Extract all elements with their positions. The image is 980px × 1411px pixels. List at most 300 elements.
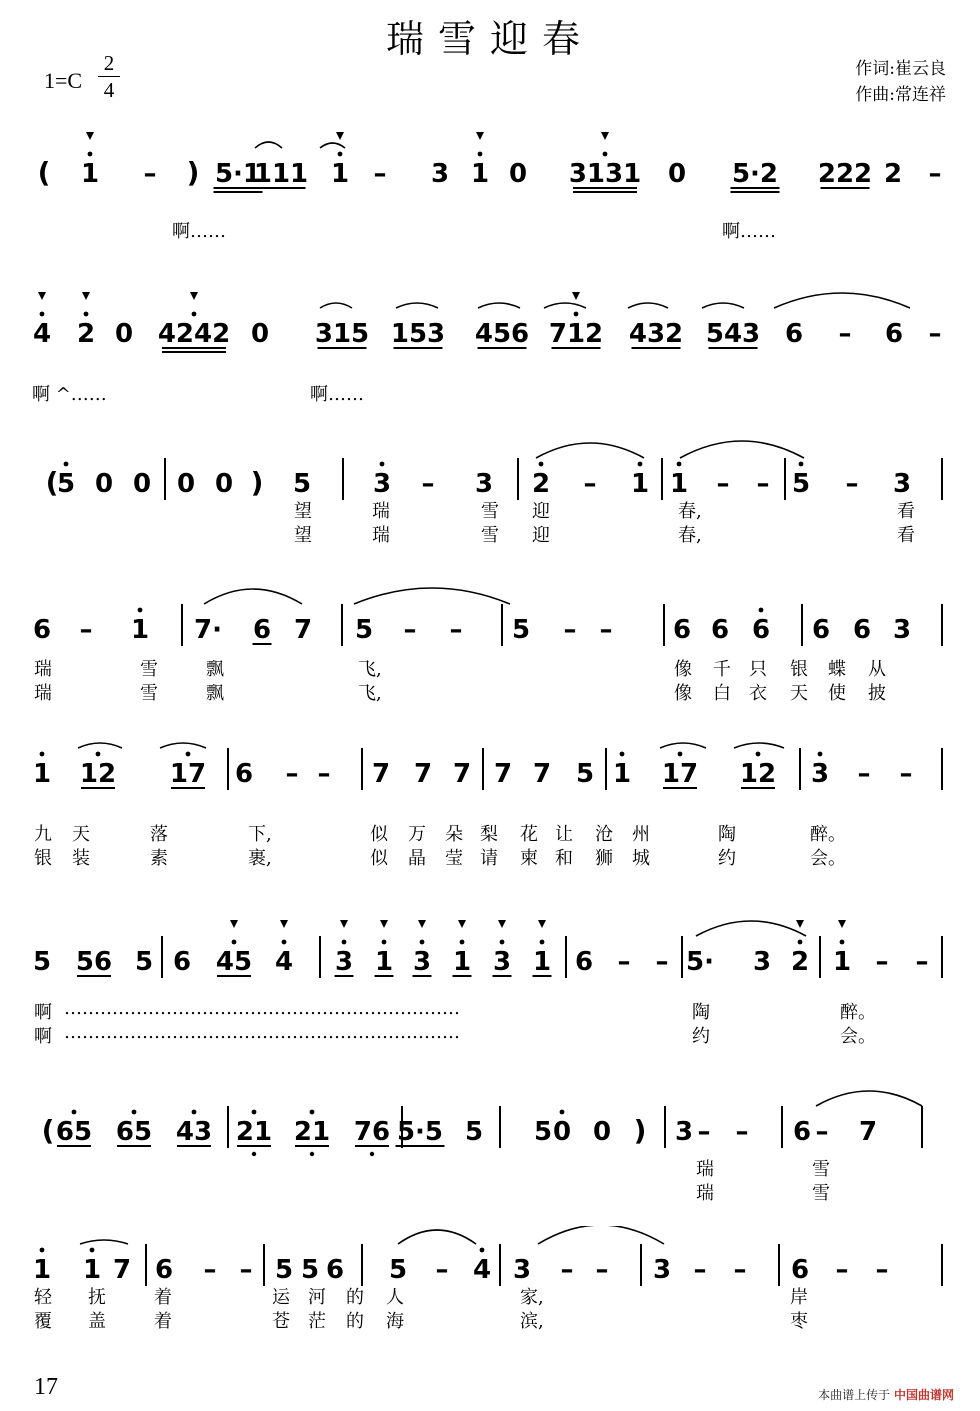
extension-dash: – xyxy=(373,159,387,189)
jianpu-note: 65 xyxy=(115,1117,153,1147)
lyric-syllable: 约 xyxy=(692,1026,710,1047)
lyric-syllable: 盖 xyxy=(88,1311,106,1332)
extension-dash: – xyxy=(857,759,871,789)
lyric-syllable: 使 xyxy=(828,683,846,704)
slur-arc xyxy=(536,443,644,458)
jianpu-note: 7 xyxy=(371,759,391,789)
lyric-syllable: 像 xyxy=(674,683,692,704)
jianpu-note: 5·1 xyxy=(214,159,262,189)
lyric-syllable: 的 xyxy=(346,1311,364,1332)
lyric-syllable: 花 xyxy=(520,824,538,845)
staccato-wedge xyxy=(190,292,198,300)
lyric-syllable: 让 xyxy=(555,824,573,845)
octave-dot-high xyxy=(132,1110,137,1115)
jianpu-note: 6 xyxy=(234,759,254,789)
slur-arc xyxy=(696,921,806,936)
slur-arc xyxy=(320,143,345,148)
jianpu-note: 6 xyxy=(884,319,904,349)
staccato-wedge xyxy=(601,132,609,140)
score-row xyxy=(0,1226,980,1332)
lyric-syllable: 海 xyxy=(386,1311,404,1332)
extension-dash: – xyxy=(697,1117,711,1147)
staccato-wedge xyxy=(82,292,90,300)
extension-dash: – xyxy=(79,615,93,645)
jianpu-note: 12 xyxy=(79,759,117,789)
lyric-line xyxy=(0,521,980,547)
jianpu-note: 5 xyxy=(32,947,52,977)
extension-dash: – xyxy=(563,615,577,645)
staccato-wedge xyxy=(838,920,846,928)
lyric-syllable: 千 xyxy=(713,659,731,680)
extension-dash: – xyxy=(815,1117,829,1147)
octave-dot-high xyxy=(603,152,608,157)
extension-dash: – xyxy=(317,759,331,789)
lyric-syllable: 迎 xyxy=(532,501,550,522)
lyric-syllable: 梨 xyxy=(480,824,498,845)
jianpu-note: 3 xyxy=(752,947,772,977)
lyric-syllable: 雪 xyxy=(812,1183,830,1204)
lyric-syllable: 九 xyxy=(34,824,52,845)
lyric-line xyxy=(0,655,980,681)
jianpu-note: 6 xyxy=(792,1117,812,1147)
extension-dash: – xyxy=(899,759,913,789)
lyric-syllable: 飘 xyxy=(206,659,224,680)
song-title: 瑞雪迎春 xyxy=(385,17,594,61)
jianpu-note: 5 xyxy=(354,615,374,645)
lyric-syllable: 啊 xyxy=(34,1002,52,1023)
jianpu-note: ) xyxy=(250,466,264,499)
slur-arc xyxy=(478,303,520,308)
extension-dash: – xyxy=(915,947,929,977)
lyric-syllable: 请 xyxy=(480,848,498,869)
jianpu-note: 0 xyxy=(176,469,196,499)
jianpu-note: ( xyxy=(41,1114,55,1147)
lyric-syllable: ………………………………………………………… xyxy=(64,1022,460,1043)
staccato-wedge xyxy=(538,920,546,928)
jianpu-note: 5· xyxy=(686,947,714,977)
jianpu-note: 1 xyxy=(452,947,472,977)
lyric-line xyxy=(0,1022,980,1048)
lyric-syllable: 覆 xyxy=(34,1311,52,1332)
octave-dot-high xyxy=(64,462,69,467)
lyric-syllable: 雪 xyxy=(481,501,499,522)
lyric-syllable: 河 xyxy=(308,1287,326,1308)
lyric-line xyxy=(0,1179,980,1205)
lyric-syllable: 装 xyxy=(72,848,90,869)
jianpu-note: 5 xyxy=(56,469,76,499)
jianpu-note: 5 xyxy=(274,1255,294,1285)
lyric-syllable: 蝶 xyxy=(828,659,846,680)
extension-dash: – xyxy=(928,319,942,349)
slur-arc xyxy=(204,589,302,604)
lyric-syllable: 春, xyxy=(678,501,702,522)
lyric-syllable: 白 xyxy=(713,683,731,704)
extension-dash: – xyxy=(599,615,613,645)
lyric-line xyxy=(0,820,980,846)
staccato-wedge xyxy=(280,920,288,928)
octave-dot-high xyxy=(232,940,237,945)
octave-dot-high xyxy=(756,752,761,757)
lyric-syllable: 陶 xyxy=(692,1002,710,1023)
octave-dot-high xyxy=(478,152,483,157)
lyric-syllable: 披 xyxy=(868,683,886,704)
jianpu-note: 2 xyxy=(790,947,810,977)
lyric-syllable: 啊…… xyxy=(310,384,364,405)
jianpu-note: 1 xyxy=(32,759,52,789)
lyric-syllable: 飘 xyxy=(206,683,224,704)
slur-arc xyxy=(538,1226,664,1244)
lyric-syllable: 雪 xyxy=(481,525,499,546)
octave-dot-high xyxy=(310,1110,315,1115)
extension-dash: – xyxy=(845,469,859,499)
staccato-wedge xyxy=(230,920,238,928)
jianpu-note: 7 xyxy=(493,759,513,789)
score-row xyxy=(0,440,980,546)
lyric-syllable: 望 xyxy=(294,501,312,522)
lyric-syllable: 看 xyxy=(897,525,915,546)
lyric-syllable: 狮 xyxy=(595,848,613,869)
lyric-syllable: 素 xyxy=(150,848,168,869)
octave-dot-high xyxy=(90,1248,95,1253)
staccato-wedge xyxy=(336,132,344,140)
staccato-wedge xyxy=(796,920,804,928)
octave-dot-high xyxy=(96,752,101,757)
slur-arc xyxy=(320,303,352,308)
jianpu-note: 6 xyxy=(790,1255,810,1285)
octave-dot-high xyxy=(620,752,625,757)
jianpu-note: 543 xyxy=(705,319,761,349)
jianpu-note: 111 xyxy=(253,159,309,189)
jianpu-note: 76 xyxy=(353,1117,391,1147)
jianpu-note: 2 xyxy=(531,469,551,499)
extension-dash: – xyxy=(875,1255,889,1285)
octave-dot-high xyxy=(818,752,823,757)
lyric-syllable: 飞, xyxy=(358,683,382,704)
lyric-syllable: 晶 xyxy=(408,848,426,869)
octave-dot-high xyxy=(88,152,93,157)
jianpu-note: 0 xyxy=(132,469,152,499)
lyric-syllable: 轻 xyxy=(34,1287,52,1308)
jianpu-note: 5 xyxy=(791,469,811,499)
octave-dot-high xyxy=(638,462,643,467)
octave-dot-high xyxy=(84,312,89,317)
jianpu-note: 17 xyxy=(661,759,699,789)
jianpu-note: 6 xyxy=(32,615,52,645)
extension-dash: – xyxy=(838,319,852,349)
jianpu-note: 1 xyxy=(32,1255,52,1285)
staccato-wedge xyxy=(86,132,94,140)
jianpu-note: ) xyxy=(633,1114,647,1147)
lyric-syllable: 衣 xyxy=(749,683,767,704)
lyric-syllable: ………………………………………………………… xyxy=(64,998,460,1019)
staccato-wedge xyxy=(38,292,46,300)
lyric-syllable: 陶 xyxy=(718,824,736,845)
lyric-syllable: 会。 xyxy=(840,1026,876,1047)
octave-dot-high xyxy=(282,940,287,945)
jianpu-note: 0 xyxy=(114,319,134,349)
lyric-syllable: 朵 xyxy=(445,824,463,845)
jianpu-note: 7 xyxy=(532,759,552,789)
lyric-syllable: 柬 xyxy=(520,848,538,869)
lyric-syllable: 会。 xyxy=(810,848,846,869)
lyric-syllable: 啊 xyxy=(34,1026,52,1047)
jianpu-note: 1 xyxy=(82,1255,102,1285)
octave-dot-high xyxy=(338,152,343,157)
jianpu-note: 3 xyxy=(412,947,432,977)
jianpu-note: 7 xyxy=(413,759,433,789)
lyric-syllable: 家, xyxy=(520,1287,544,1308)
jianpu-note: 3131 xyxy=(568,159,642,189)
staccato-wedge xyxy=(418,920,426,928)
octave-dot-high xyxy=(799,462,804,467)
jianpu-note: 65 xyxy=(55,1117,93,1147)
jianpu-note: 6 xyxy=(252,615,272,645)
lyric-syllable: 瑞 xyxy=(696,1183,714,1204)
octave-dot-high xyxy=(420,940,425,945)
lyric-line xyxy=(0,998,980,1024)
jianpu-note: 3 xyxy=(334,947,354,977)
slur-arc xyxy=(160,743,206,748)
octave-dot-high xyxy=(480,1248,485,1253)
lyric-syllable: 落 xyxy=(150,824,168,845)
slur-arc xyxy=(396,303,438,308)
lyric-syllable: 瑞 xyxy=(34,683,52,704)
jianpu-note: 3 xyxy=(810,759,830,789)
jianpu-note: ) xyxy=(186,156,200,189)
lyric-line xyxy=(0,844,980,870)
jianpu-note: 0 xyxy=(250,319,270,349)
slur-arc xyxy=(80,1240,128,1244)
octave-dot-high xyxy=(192,1110,197,1115)
jianpu-note: 5 xyxy=(134,947,154,977)
jianpu-note: 1 xyxy=(374,947,394,977)
jianpu-note: 43 xyxy=(175,1117,213,1147)
jianpu-note: 17 xyxy=(169,759,207,789)
jianpu-note: 3 xyxy=(372,469,392,499)
slur-arc xyxy=(255,142,282,148)
jianpu-note: 7 xyxy=(112,1255,132,1285)
octave-dot-high xyxy=(382,940,387,945)
extension-dash: – xyxy=(875,947,889,977)
extension-dash: – xyxy=(403,615,417,645)
score-row xyxy=(0,130,980,242)
lyric-syllable: 迎 xyxy=(532,525,550,546)
lyric-line xyxy=(0,217,980,243)
octave-dot-high xyxy=(840,940,845,945)
jianpu-note: 2 xyxy=(76,319,96,349)
source-watermark xyxy=(818,1386,954,1403)
slur-arc xyxy=(816,1091,922,1106)
jianpu-note: 3 xyxy=(652,1255,672,1285)
jianpu-note: 6 xyxy=(710,615,730,645)
slur-arc xyxy=(628,303,668,308)
jianpu-note: 3 xyxy=(892,469,912,499)
lyric-syllable: 苍 xyxy=(272,1311,290,1332)
jianpu-note: 3 xyxy=(674,1117,694,1147)
jianpu-note: 21 xyxy=(235,1117,273,1147)
jianpu-note: 12 xyxy=(739,759,777,789)
lyric-syllable: 醉。 xyxy=(810,824,846,845)
lyric-syllable: 抚 xyxy=(88,1287,106,1308)
notation-line xyxy=(0,290,980,360)
octave-dot-high xyxy=(678,752,683,757)
jianpu-note: 712 xyxy=(548,319,604,349)
lyricist-credit: 作词:崔云良 xyxy=(855,59,946,79)
staccato-wedge xyxy=(340,920,348,928)
lyric-line xyxy=(0,1307,980,1333)
lyric-syllable: 万 xyxy=(408,824,426,845)
extension-dash: – xyxy=(421,469,435,499)
extension-dash: – xyxy=(756,469,770,499)
lyric-syllable: 沧 xyxy=(595,824,613,845)
slur-arc xyxy=(734,743,784,748)
lyric-syllable: 醉。 xyxy=(840,1002,876,1023)
octave-dot-high xyxy=(192,312,197,317)
lyric-syllable: 下, xyxy=(248,824,272,845)
octave-dot-high xyxy=(560,1110,565,1115)
jianpu-note: 56 xyxy=(75,947,113,977)
jianpu-note: 6 xyxy=(574,947,594,977)
jianpu-note: 222 xyxy=(817,159,873,189)
octave-dot-high xyxy=(500,940,505,945)
octave-dot-high xyxy=(40,312,45,317)
time-signature-top: 2 xyxy=(103,51,115,75)
lyric-syllable: 瑞 xyxy=(34,659,52,680)
composer-credit: 作曲:常连祥 xyxy=(855,85,946,105)
extension-dash: – xyxy=(435,1255,449,1285)
notation-line xyxy=(0,918,980,988)
jianpu-note: 4 xyxy=(472,1255,492,1285)
jianpu-note: 315 xyxy=(314,319,370,349)
slur-arc xyxy=(774,293,910,308)
lyric-syllable: 枣 xyxy=(790,1311,808,1332)
lyric-line xyxy=(0,679,980,705)
jianpu-note: ( xyxy=(37,156,51,189)
lyric-syllable: 银 xyxy=(34,848,52,869)
page-number: 17 xyxy=(34,1374,58,1400)
jianpu-note: 0 xyxy=(94,469,114,499)
lyric-syllable: 只 xyxy=(749,659,767,680)
octave-dot-high xyxy=(186,752,191,757)
lyric-syllable: 滨, xyxy=(520,1311,544,1332)
jianpu-note: 5 xyxy=(575,759,595,789)
staccato-wedge xyxy=(476,132,484,140)
lyric-syllable: 州 xyxy=(632,824,650,845)
lyric-syllable: 看 xyxy=(897,501,915,522)
lyric-syllable: 运 xyxy=(272,1287,290,1308)
lyric-syllable: 啊…… xyxy=(172,221,226,242)
staccato-wedge xyxy=(498,920,506,928)
octave-dot-high xyxy=(342,940,347,945)
lyric-syllable: 天 xyxy=(72,824,90,845)
source-site: 中国曲谱网 xyxy=(893,1388,954,1402)
lyric-line xyxy=(0,380,980,406)
notation-line xyxy=(0,586,980,656)
staccato-wedge xyxy=(572,292,580,300)
jianpu-note: 1 xyxy=(330,159,350,189)
score-row xyxy=(0,1088,980,1204)
jianpu-note: 0 xyxy=(667,159,687,189)
lyric-syllable: 似 xyxy=(370,824,388,845)
octave-dot-high xyxy=(72,1110,77,1115)
jianpu-note: 1 xyxy=(470,159,490,189)
lyric-syllable: 从 xyxy=(868,659,886,680)
lyric-syllable: 瑞 xyxy=(696,1159,714,1180)
lyric-syllable: 天 xyxy=(790,683,808,704)
jianpu-note: 7· xyxy=(194,615,222,645)
jianpu-note: 5 xyxy=(533,1117,553,1147)
octave-dot-high xyxy=(138,608,143,613)
jianpu-note: ( xyxy=(45,466,59,499)
extension-dash: – xyxy=(560,1255,574,1285)
score-row xyxy=(0,918,980,1047)
jianpu-note: 153 xyxy=(390,319,446,349)
lyric-syllable: 啊 ^…… xyxy=(32,384,107,405)
jianpu-note: 7 xyxy=(293,615,313,645)
octave-dot-high xyxy=(540,940,545,945)
lyric-syllable: 望 xyxy=(294,525,312,546)
extension-dash: – xyxy=(595,1255,609,1285)
lyric-syllable: 像 xyxy=(674,659,692,680)
jianpu-note: 5 xyxy=(511,615,531,645)
slur-arc xyxy=(660,743,706,748)
lyric-syllable: 瑞 xyxy=(372,525,390,546)
jianpu-note: 5 xyxy=(388,1255,408,1285)
jianpu-note: 7 xyxy=(858,1117,878,1147)
extension-dash: – xyxy=(583,469,597,499)
jianpu-note: 0 xyxy=(508,159,528,189)
jianpu-note: 3 xyxy=(492,947,512,977)
staccato-wedge xyxy=(380,920,388,928)
lyric-syllable: 雪 xyxy=(140,659,158,680)
lyric-line xyxy=(0,497,980,523)
staccato-wedge xyxy=(458,920,466,928)
jianpu-note: 1 xyxy=(669,469,689,499)
octave-dot-high xyxy=(40,1248,45,1253)
jianpu-note: 0 xyxy=(592,1117,612,1147)
jianpu-note: 7 xyxy=(452,759,472,789)
jianpu-note: 4 xyxy=(274,947,294,977)
score-row xyxy=(0,586,980,704)
jianpu-note: 1 xyxy=(612,759,632,789)
lyric-line xyxy=(0,1283,980,1309)
jianpu-note: 3 xyxy=(892,615,912,645)
notation-line xyxy=(0,130,980,200)
octave-dot-high xyxy=(40,752,45,757)
jianpu-note: 5·2 xyxy=(731,159,779,189)
slur-arc xyxy=(680,441,804,458)
jianpu-note: 5 xyxy=(300,1255,320,1285)
jianpu-note: 5 xyxy=(292,469,312,499)
slur-arc xyxy=(398,1230,476,1244)
lyric-syllable: 和 xyxy=(555,848,573,869)
lyric-syllable: 人 xyxy=(386,1287,404,1308)
jianpu-note: 1 xyxy=(130,615,150,645)
time-signature xyxy=(98,50,120,103)
jianpu-note: 6 xyxy=(751,615,771,645)
lyric-line xyxy=(0,1155,980,1181)
extension-dash: – xyxy=(733,1255,747,1285)
jianpu-note: 1 xyxy=(532,947,552,977)
extension-dash: – xyxy=(617,947,631,977)
jianpu-note: 3 xyxy=(430,159,450,189)
lyric-syllable: 雪 xyxy=(812,1159,830,1180)
extension-dash: – xyxy=(716,469,730,499)
octave-dot-high xyxy=(380,462,385,467)
lyric-syllable: 莹 xyxy=(445,848,463,869)
jianpu-note: 3 xyxy=(474,469,494,499)
jianpu-note: 432 xyxy=(628,319,684,349)
